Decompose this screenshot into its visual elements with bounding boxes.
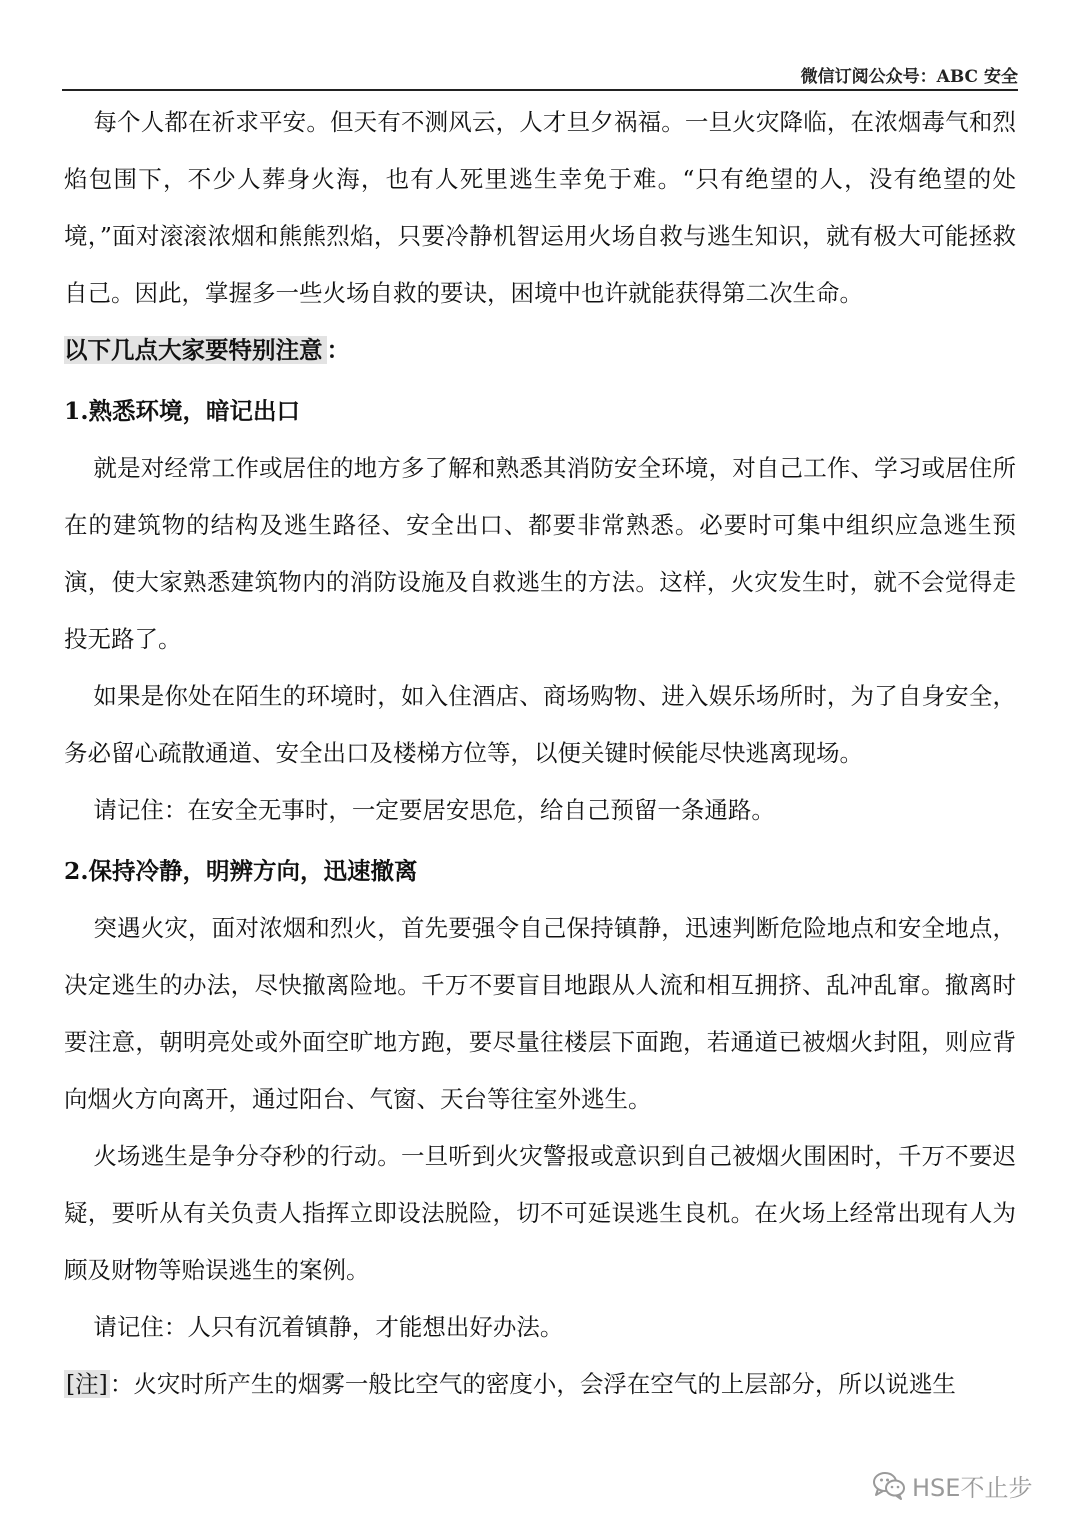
header-divider	[62, 89, 1018, 91]
section-2-paragraph-2: 火场逃生是争分夺秒的行动。一旦听到火灾警报或意识到自己被烟火围困时，千万不要迟疑，要听从有关负责人指挥立即设法脱险，切不可延误逃生良机。在火场上经常出现有人为顾及财物等贻误逃生的案例。	[64, 1142, 1016, 1284]
section-1-heading: 1.熟悉环境，暗记出口	[64, 397, 301, 425]
attention-colon: ：	[326, 336, 350, 364]
section-2-paragraph-1: 突遇火灾，面对浓烟和烈火，首先要强令自己保持镇静，迅速判断危险地点和安全地点，决定逃生的办法，尽快撤离险地。千万不要盲目地跟从人流和相互拥挤、乱冲乱窜。撤离时要注意，朝明亮处或外面空旷地方跑，要尽量往楼层下面跑，若通道已被烟火封阻，则应背向烟火方向离开，通过阳台、气窗、天台等往室外逃生。	[64, 914, 1016, 1113]
section-1-reminder: 请记住：在安全无事时，一定要居安思危，给自己预留一条通路。	[93, 796, 775, 824]
section-1-paragraph-1: 就是对经常工作或居住的地方多了解和熟悉其消防安全环境，对自己工作、学习或居住所在的建筑物的结构及逃生路径、安全出口、都要非常熟悉。必要时可集中组织应急逃生预演，使大家熟悉建筑物内的消防设施及自救逃生的方法。这样，火灾发生时，就不会觉得走投无路了。	[64, 454, 1016, 653]
page-header	[64, 62, 1018, 87]
note-tag: [注]	[66, 1370, 108, 1398]
wechat-icon	[872, 1470, 906, 1500]
account-name: 微信订阅公众号：ABC 安全	[800, 67, 1018, 87]
attention-line	[64, 322, 1016, 379]
watermark-text: HSE不止步	[912, 1473, 1033, 1502]
note-text: ：火灾时所产生的烟雾一般比空气的密度小，会浮在空气的上层部分，所以说逃生	[109, 1370, 956, 1398]
watermark	[872, 1468, 1032, 1502]
intro-paragraph: 每个人都在祈求平安。但天有不测风云，人才旦夕祸福。一旦火灾降临，在浓烟毒气和烈焰包围下，不少人葬身火海，也有人死里逃生幸免于难。“只有绝望的人，没有绝望的处境，”面对滚滚浓烟和熊熊烈焰，只要冷静机智运用火场自救与逃生知识，就有极大可能拯救自己。因此，掌握多一些火场自救的要诀，困境中也许就能获得第二次生命。	[64, 108, 1016, 307]
article-body	[64, 94, 1016, 1413]
attention-label: 以下几点大家要特别注意	[64, 336, 327, 364]
section-1-paragraph-2: 如果是你处在陌生的环境时，如入住酒店、商场购物、进入娱乐场所时，为了自身安全，务必留心疏散通道、安全出口及楼梯方位等，以便关键时候能尽快逃离现场。	[64, 682, 1016, 767]
section-2-heading: 2.保持冷静，明辨方向，迅速撤离	[64, 857, 418, 885]
section-2-reminder: 请记住：人只有沉着镇静，才能想出好办法。	[93, 1313, 564, 1341]
note-paragraph	[64, 1356, 1016, 1413]
